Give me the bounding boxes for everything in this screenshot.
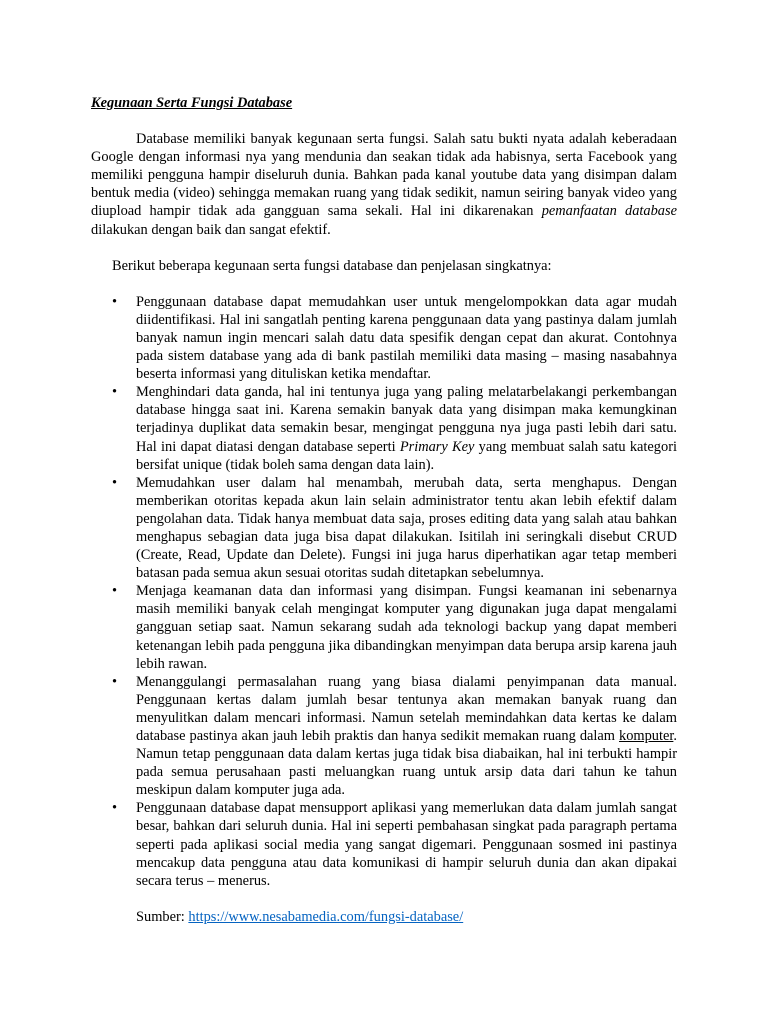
intro-paragraph [91, 130, 677, 239]
list-item-underlined-term: komputer [619, 728, 674, 744]
list-item [91, 799, 677, 889]
bullet-icon: • [112, 293, 118, 310]
bullet-icon: • [112, 800, 118, 817]
intro-text-end: dilakukan dengan baik dan sangat efektif. [91, 221, 331, 238]
intro-italic-term: pemanfaatan database [541, 203, 677, 220]
list-item [91, 293, 677, 383]
intro-text: Database memiliki banyak kegunaan serta fungsi. Salah satu bukti nyata adalah keberadaan Google dengan informasi nya yang mendunia dan seakan tidak ada habisnya, serta Facebook yang memiliki pengguna hampir diseluruh dunia. Bahkan pada kanal youtube data yang disimpan dalam bentuk media (video) sehingga memakan ruang yang tidak sedikit, namun seiring banyak video yang diupload hampir tidak ada gangguan sama sekali. Hal ini dikarenakan [91, 131, 677, 220]
list-item-text-end: yang membuat salah satu kategori bersifat unique (tidak boleh sama dengan data lain). [136, 438, 677, 473]
list-item-italic-term: Primary Key [399, 438, 475, 455]
source-link[interactable]: https://www.nesabamedia.com/fungsi-database/ [188, 908, 464, 925]
list-item [91, 673, 677, 800]
list-item-text-end: . Namun tetap penggunaan data dalam kertas juga tidak bisa diabaikan, hal ini terbukti hampir pada semua perusahaan pasti meluangkan ruang untuk arsip data dari tahun ke tahun meskipun dalam komputer juga ada. [136, 728, 677, 799]
document-page [91, 94, 677, 926]
list-item [91, 474, 677, 583]
list-lead-sentence: Berikut beberapa kegunaan serta fungsi database dan penjelasan singkatnya: [112, 257, 552, 274]
document-title: Kegunaan Serta Fungsi Database [91, 95, 293, 111]
bullet-icon: • [112, 474, 118, 491]
bullet-icon: • [112, 583, 118, 600]
list-item-text: Menjaga keamanan data dan informasi yang disimpan. Fungsi keamanan ini sebenarnya masih memiliki banyak celah mengingat komputer yang digunakan juga dapat mengalami gangguan setiap saat. Namun sekarang sudah ada teknologi backup yang dapat memberi ketenangan lebih pada pengguna jika dibandingkan menyimpan data berupa arsip karena jauh lebih rawan. [136, 583, 677, 672]
bullet-list [91, 293, 677, 890]
list-item [91, 383, 677, 473]
list-item-text: Menghindari data ganda, hal ini tentunya juga yang paling melatarbelakangi perkembangan database hingga saat ini. Karena semakin banyak data yang disimpan maka kemungkinan terjadinya duplikat data semakin besar, mengingat pengguna nya juga pasti lebih dari satu. Hal ini dapat diatasi dengan database seperti [136, 384, 677, 455]
source-label: Sumber: [136, 908, 189, 925]
bullet-icon: • [112, 384, 118, 401]
list-item [91, 582, 677, 672]
list-item-text: Penggunaan database dapat mensupport aplikasi yang memerlukan data dalam jumlah sangat besar, bahkan dari seluruh dunia. Hal ini seperti pembahasan singkat pada paragraph pertama seperti pada aplikasi social media yang sangat digemari. Penggunaan sosmed ini pastinya mencakup data pengguna atau data komunikasi di hampir seluruh dunia dan akan dipakai secara terus – menerus. [136, 800, 677, 889]
list-item-text: Memudahkan user dalam hal menambah, merubah data, serta menghapus. Dengan memberikan otoritas kepada akun lain selain administrator tentu akan lebih efektif dalam pengolahan data. Tidak hanya membuat data saja, proses editing data yang salah atau bahkan menghapus sebagian data juga bisa dapat dilakukan. Isitilah ini seringkali disebut CRUD (Create, Read, Update dan Delete). Fungsi ini juga harus diperhatikan agar tetap memberi batasan pada semua akun sesuai otoritas sudah ditetapkan sebelumnya. [136, 474, 677, 582]
source-line [91, 908, 677, 926]
list-item-text: Menanggulangi permasalahan ruang yang biasa dialami penyimpanan data manual. Penggunaan kertas dalam jumlah besar tentunya akan memakan banyak ruang dan menyulitkan dalam mencari informasi. Namun setelah memindahkan data kertas ke dalam database pastinya akan jauh lebih praktis dan hanya sedikit memakan ruang dalam [136, 673, 677, 744]
list-item-text: Penggunaan database dapat memudahkan user untuk mengelompokkan data agar mudah diidentifikasi. Hal ini sangatlah penting karena penggunaan data yang pastinya dalam jumlah banyak namun ingin mencari salah datu data spesifik dengan cepat dan akurat. Contohnya pada sistem database yang ada di bank pastilah memiliki data masing – masing nasabahnya beserta informasi yang dituliskan ketika mendaftar. [136, 293, 677, 383]
bullet-icon: • [112, 673, 118, 690]
